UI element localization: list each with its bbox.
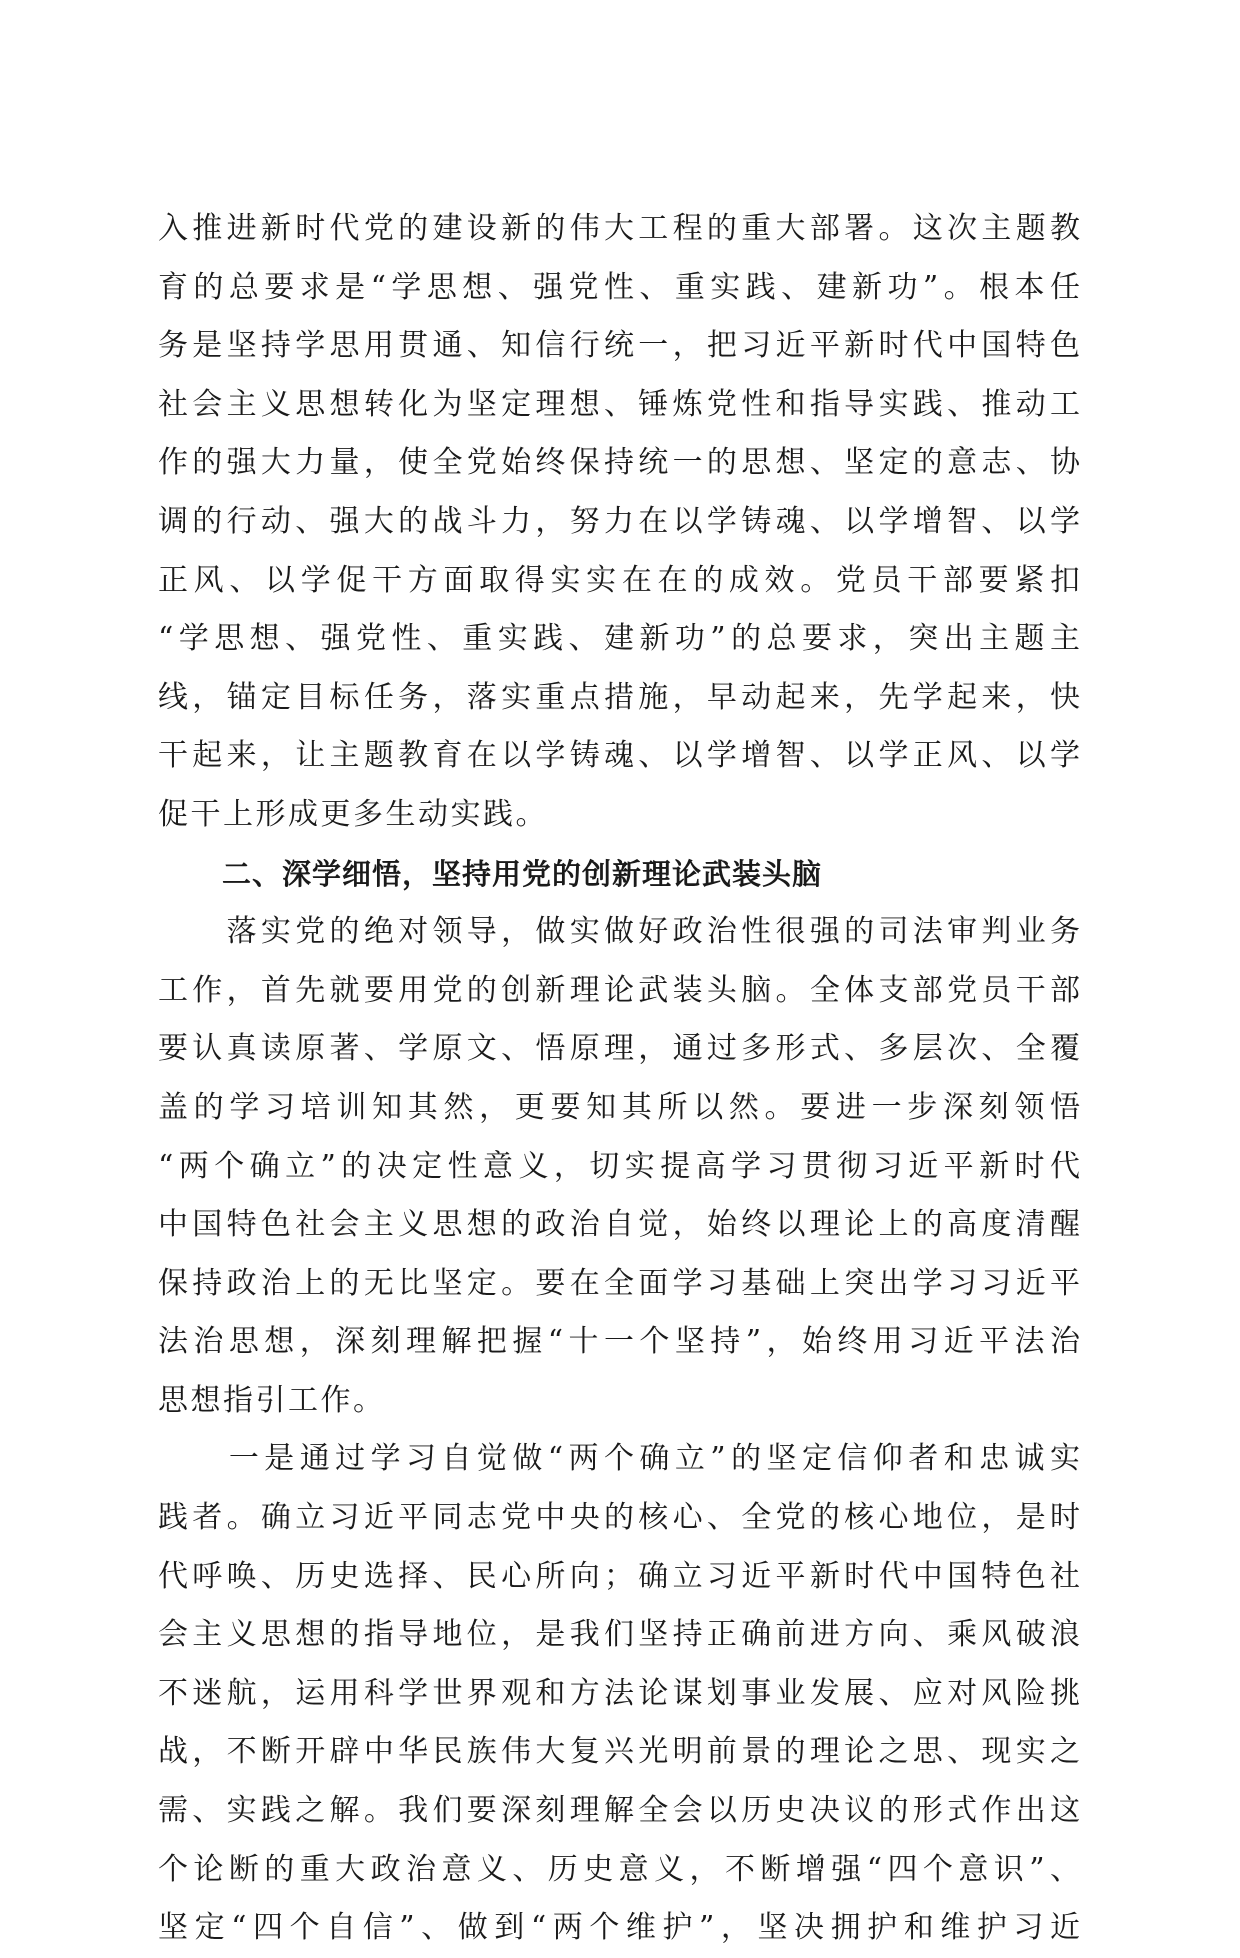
document-page [158, 200, 1080, 1958]
text-line: 落实党的绝对领导，做实做好政治性很强的司法审判业务 [158, 914, 1080, 950]
text-line: 盖的学习培训知其然，更要知其所以然。要进一步深刻领悟 [158, 1089, 1080, 1125]
text-line: 战，不断开辟中华民族伟大复兴光明前景的理论之思、现实之 [158, 1734, 1080, 1770]
text-line: 思想指引工作。 [158, 1382, 386, 1418]
text-line: 育的总要求是“学思想、强党性、重实践、建新功”。根本任 [158, 269, 1080, 305]
section-heading [158, 845, 1080, 904]
text-line: 作的强大力量，使全党始终保持统一的思想、坚定的意志、协 [158, 445, 1080, 481]
text-line: 会主义思想的指导地位，是我们坚持正确前进方向、乘风破浪 [158, 1617, 1080, 1653]
text-line: 践者。确立习近平同志党中央的核心、全党的核心地位，是时 [158, 1500, 1080, 1536]
paragraph-3 [158, 1430, 1080, 1957]
text-line: 保持政治上的无比坚定。要在全面学习基础上突出学习习近平 [158, 1265, 1080, 1301]
text-line: 中国特色社会主义思想的政治自觉，始终以理论上的高度清醒 [158, 1207, 1080, 1243]
text-line: 务是坚持学思用贯通、知信行统一，把习近平新时代中国特色 [158, 328, 1080, 364]
text-line: 一是通过学习自觉做“两个确立”的坚定信仰者和忠诚实 [158, 1441, 1080, 1477]
text-line: 不迷航，运用科学世界观和方法论谋划事业发展、应对风险挑 [158, 1675, 1080, 1711]
text-line: 线，锚定目标任务，落实重点措施，早动起来，先学起来，快 [158, 679, 1080, 715]
text-line: 坚定“四个自信”、做到“两个维护”，坚决拥护和维护习近 [158, 1910, 1080, 1946]
text-line: 需、实践之解。我们要深刻理解全会以历史决议的形式作出这 [158, 1793, 1080, 1829]
text-line: 个论断的重大政治意义、历史意义，不断增强“四个意识”、 [158, 1851, 1080, 1887]
text-line: “学思想、强党性、重实践、建新功”的总要求，突出主题主 [158, 621, 1080, 657]
section-heading-text: 二、深学细悟，坚持用党的创新理论武装头脑 [222, 856, 823, 891]
text-line: 社会主义思想转化为坚定理想、锤炼党性和指导实践、推动工 [158, 386, 1080, 422]
paragraph-1 [158, 200, 1080, 845]
text-line: 入推进新时代党的建设新的伟大工程的重大部署。这次主题教 [158, 211, 1080, 246]
text-line: 要认真读原著、学原文、悟原理，通过多形式、多层次、全覆 [158, 1031, 1080, 1067]
paragraph-2 [158, 903, 1080, 1430]
text-line: 调的行动、强大的战斗力，努力在以学铸魂、以学增智、以学 [158, 503, 1080, 539]
text-line: “两个确立”的决定性意义，切实提高学习贯彻习近平新时代 [158, 1148, 1080, 1184]
text-line: 代呼唤、历史选择、民心所向；确立习近平新时代中国特色社 [158, 1558, 1080, 1594]
text-line: 干起来，让主题教育在以学铸魂、以学增智、以学正风、以学 [158, 738, 1080, 774]
text-line: 工作，首先就要用党的创新理论武装头脑。全体支部党员干部 [158, 972, 1080, 1008]
text-line: 正风、以学促干方面取得实实在在的成效。党员干部要紧扣 [158, 562, 1080, 598]
text-line: 法治思想，深刻理解把握“十一个坚持”，始终用习近平法治 [158, 1324, 1080, 1360]
text-line: 促干上形成更多生动实践。 [158, 796, 548, 832]
